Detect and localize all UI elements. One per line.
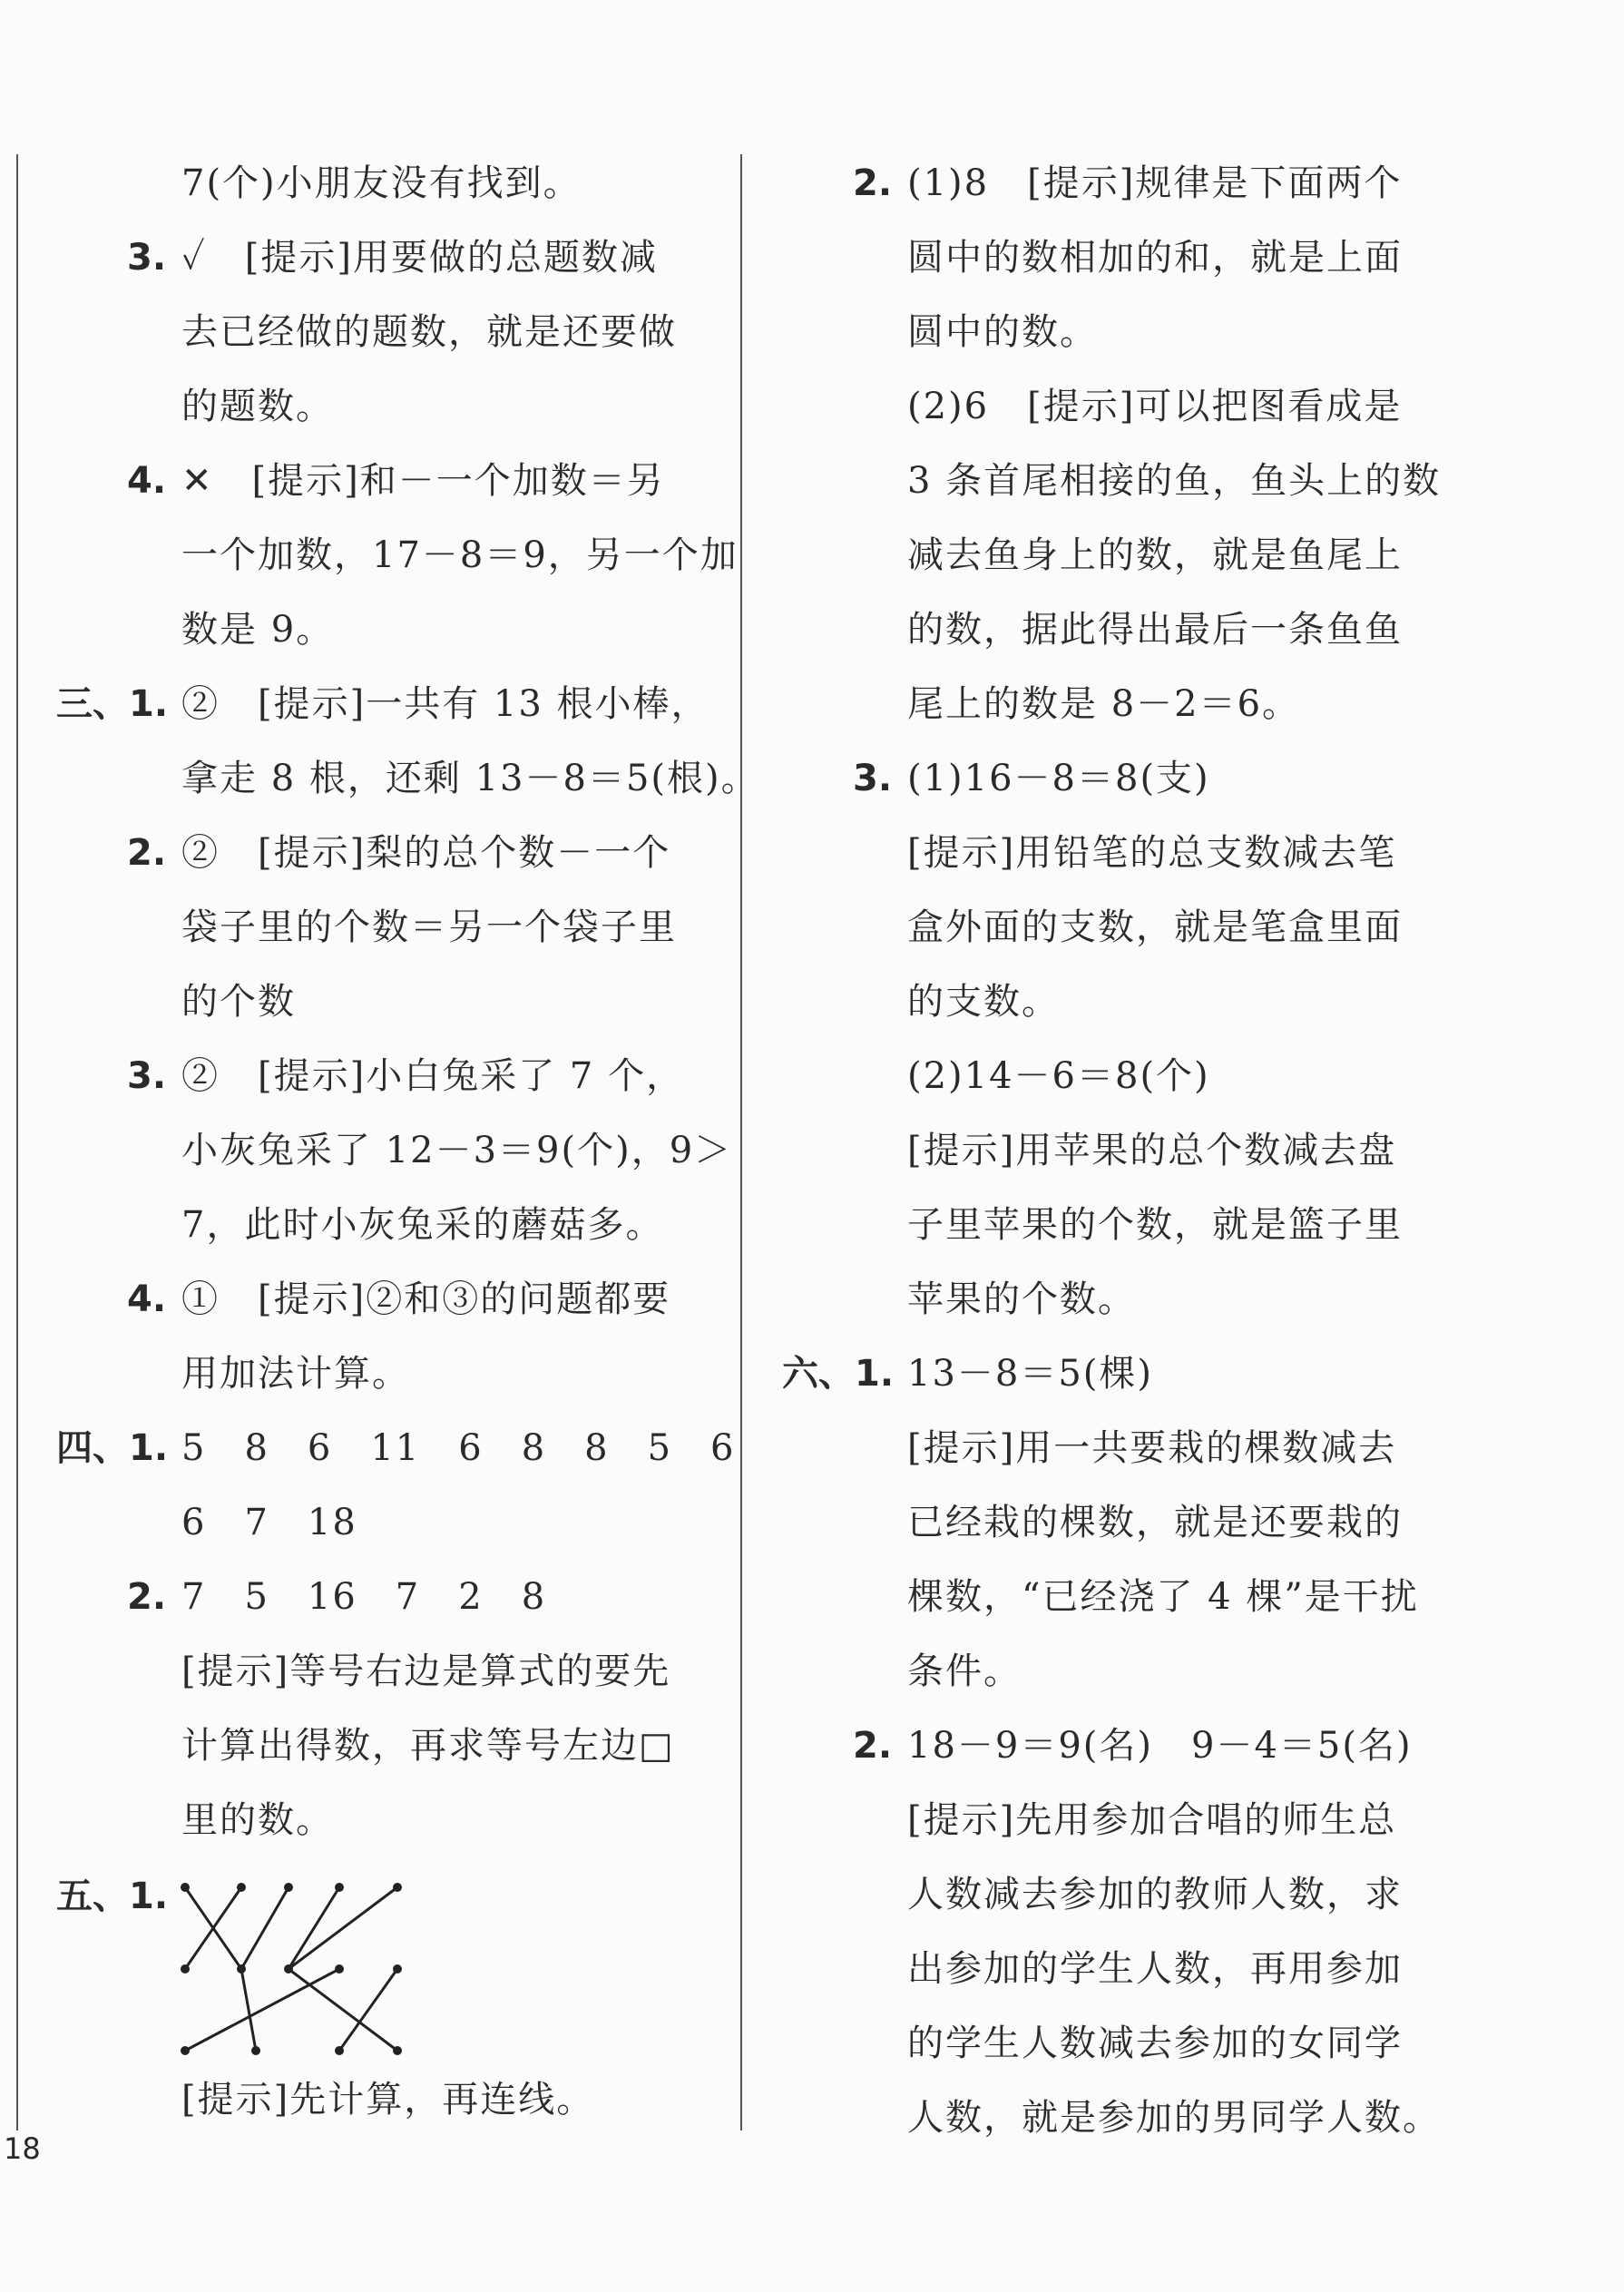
answer-line: 子里苹果的个数，就是篮子里 [907,1204,1403,1246]
answer-line: [提示]等号右边是算式的要先 [181,1650,671,1692]
question-number: 3. [127,1055,167,1097]
connector-line [289,1887,339,1969]
answer-line: 苹果的个数。 [907,1278,1136,1320]
answer-line: 数是 9。 [181,609,335,651]
matching-line-diagram [172,1878,417,2060]
section-number: 五、1. [56,1876,169,1917]
dot [393,1964,402,1974]
answer-line: 拿走 8 根，还剩 13－8＝5(根)。 [181,758,759,799]
answer-line: 里的数。 [181,1799,334,1841]
answer-line: 的数，据此得出最后一条鱼鱼 [907,609,1403,651]
connector-line [289,1969,397,2051]
dot [181,2046,190,2055]
answer-line: [提示]先计算，再连线。 [181,2079,595,2121]
dot [181,1883,190,1892]
answer-line: 减去鱼身上的数，就是鱼尾上 [907,534,1403,576]
answer-line: [提示]用一共要栽的棵数减去 [907,1427,1397,1469]
answer-line: 3 条首尾相接的鱼，鱼头上的数 [907,460,1442,502]
question-number: 4. [127,460,167,502]
answer-line: 条件。 [907,1650,1022,1692]
dot [393,1883,402,1892]
question-number: 4. [127,1278,167,1320]
answer-line: 已经栽的棵数，就是还要栽的 [907,1502,1403,1543]
answer-line: 5 8 6 11 6 8 8 5 6 [181,1427,736,1469]
answer-line: [提示]用苹果的总个数减去盘 [907,1130,1397,1171]
answer-line: 去已经做的题数，就是还要做 [181,311,677,353]
section-number: 六、1. [782,1353,895,1395]
answer-line: 18－9＝9(名) 9－4＝5(名) [907,1725,1413,1767]
answer-line: 计算出得数，再求等号左边□ [181,1725,675,1767]
connector-line [241,1887,289,1969]
answer-line: ② [提示]一共有 13 根小棒， [181,683,709,725]
dot [284,1883,293,1892]
answer-line: (2)14－6＝8(个) [907,1055,1210,1097]
dot [251,2046,260,2055]
answer-line: [提示]先用参加合唱的师生总 [907,1799,1397,1841]
answer-line: 棵数，“已经浇了 4 棵”是干扰 [907,1576,1419,1618]
answer-line: 的题数。 [181,386,334,427]
dot [335,1964,344,1974]
answer-line: 圆中的数。 [907,311,1098,353]
dot [335,1883,344,1892]
answer-line: ✕ [提示]和－一个加数＝另 [181,460,665,502]
answer-line: 人数减去参加的教师人数，求 [907,1874,1403,1915]
dot [393,2046,402,2055]
answer-line: 用加法计算。 [181,1353,410,1395]
answer-line: ✓ [提示]用要做的总题数减 [181,237,659,279]
answer-line: 小灰兔采了 12－3＝9(个)，9＞ [181,1130,733,1171]
answer-line: 7，此时小灰兔采的蘑菇多。 [181,1204,664,1246]
connector-line [339,1969,397,2051]
column-divider-rule [740,154,742,2130]
dot [335,2046,344,2055]
answer-line: 人数，就是参加的男同学人数。 [907,2097,1441,2139]
question-number: 2. [127,832,167,874]
answer-line: 袋子里的个数＝另一个袋子里 [181,906,677,948]
answer-line: (1)16－8＝8(支) [907,758,1210,799]
answer-line: ② [提示]梨的总个数－一个 [181,832,671,874]
answer-line: 的支数。 [907,981,1060,1023]
page-number: 18 [4,2131,41,2166]
answer-line: 一个加数，17－8＝9，另一个加 [181,534,739,576]
connector-line [185,1969,339,2051]
dot [181,1964,190,1974]
answer-line: 圆中的数相加的和，就是上面 [907,237,1403,279]
answer-line: (1)8 [提示]规律是下面两个 [907,162,1403,204]
connector-line [289,1887,397,1969]
answer-line: 6 7 18 [181,1502,357,1543]
answer-line: 7(个)小朋友没有找到。 [181,162,582,204]
dot [284,1964,293,1974]
question-number: 2. [853,1725,893,1767]
answer-line: 7 5 16 7 2 8 [181,1576,547,1618]
answer-line: 的个数 [181,981,296,1023]
dot [237,1964,246,1974]
question-number: 2. [853,162,893,204]
dot [237,1883,246,1892]
section-number: 三、1. [56,683,169,725]
answer-line: (2)6 [提示]可以把图看成是 [907,386,1403,427]
question-number: 3. [853,758,893,799]
answer-line: 盒外面的支数，就是笔盒里面 [907,906,1403,948]
answer-line: 尾上的数是 8－2＝6。 [907,683,1301,725]
answer-line: 13－8＝5(棵) [907,1353,1154,1395]
connector-line [241,1969,256,2051]
answer-line: [提示]用铅笔的总支数减去笔 [907,832,1397,874]
answer-line: ② [提示]小白兔采了 7 个， [181,1055,685,1097]
answer-line: 出参加的学生人数，再用参加 [907,1948,1403,1990]
answer-line: 的学生人数减去参加的女同学 [907,2023,1403,2064]
answer-line: ① [提示]②和③的问题都要 [181,1278,671,1320]
section-number: 四、1. [56,1427,169,1469]
question-number: 2. [127,1576,167,1618]
question-number: 3. [127,237,167,279]
left-margin-rule [16,154,18,2130]
